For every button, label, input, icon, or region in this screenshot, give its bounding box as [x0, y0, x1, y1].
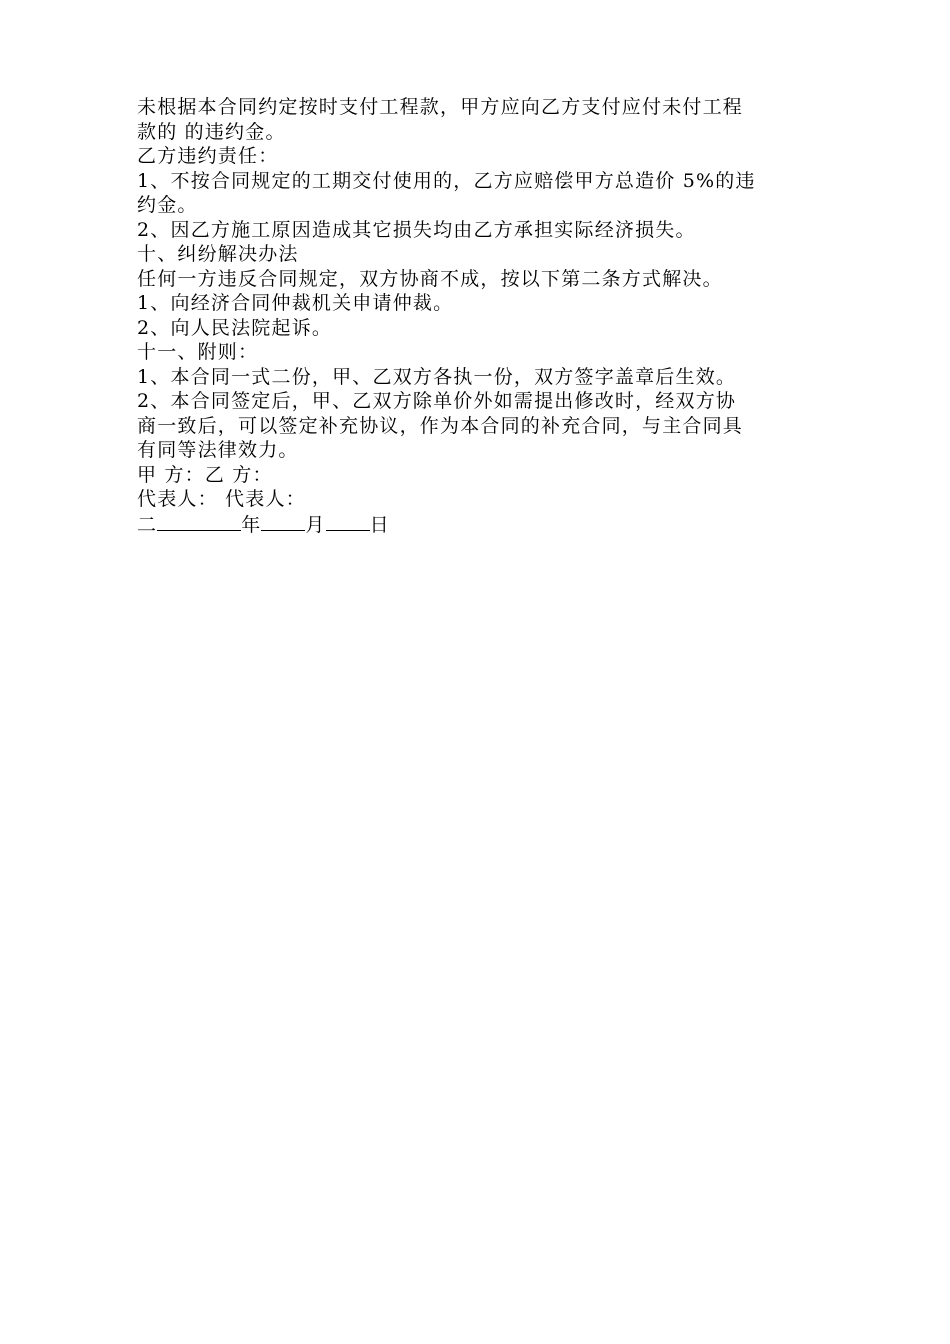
month-blank [261, 512, 305, 531]
section-heading: 十一、附则： [137, 341, 259, 363]
text-line: 款的 的违约金。 [137, 120, 286, 143]
representative-signature-line: 代表人： 代表人： [137, 488, 306, 510]
text-line: 约金。 [137, 194, 198, 216]
day-label: 日 [369, 513, 390, 536]
month-label: 月 [305, 513, 326, 536]
party-signature-line: 甲 方：乙 方： [137, 463, 273, 486]
document-body [137, 95, 827, 536]
text-line: 任何一方违反合同规定，双方协商不成，按以下第二条方式解决。 [137, 267, 723, 290]
text-line: 2、本合同签定后，甲、乙双方除单价外如需提出修改时，经双方协 [137, 390, 737, 412]
day-blank [326, 512, 370, 531]
text-line: 2、向人民法院起诉。 [137, 316, 333, 339]
date-line [137, 512, 827, 537]
text-line: 未根据本合同约定按时支付工程款，甲方应向乙方支付应付未付工程 [137, 96, 744, 118]
text-line: 1、向经济合同仲裁机关申请仲裁。 [137, 292, 454, 314]
text-line: 1、本合同一式二份，甲、乙双方各执一份，双方签字盖章后生效。 [137, 365, 737, 388]
text-line: 商一致后，可以签定补充协议，作为本合同的补充合同，与主合同具 [137, 414, 744, 437]
text-line: 1、不按合同规定的工期交付使用的，乙方应赔偿甲方总造价 5%的违 [137, 169, 756, 192]
section-heading: 十、纠纷解决办法 [137, 243, 299, 265]
text-line: 有同等法律效力。 [137, 439, 299, 461]
date-prefix: 二 [137, 513, 158, 536]
section-heading: 乙方违约责任： [137, 145, 279, 167]
text-line: 2、因乙方施工原因造成其它损失均由乙方承担实际经济损失。 [137, 218, 696, 241]
year-label: 年 [241, 513, 262, 536]
year-blank [157, 512, 241, 531]
